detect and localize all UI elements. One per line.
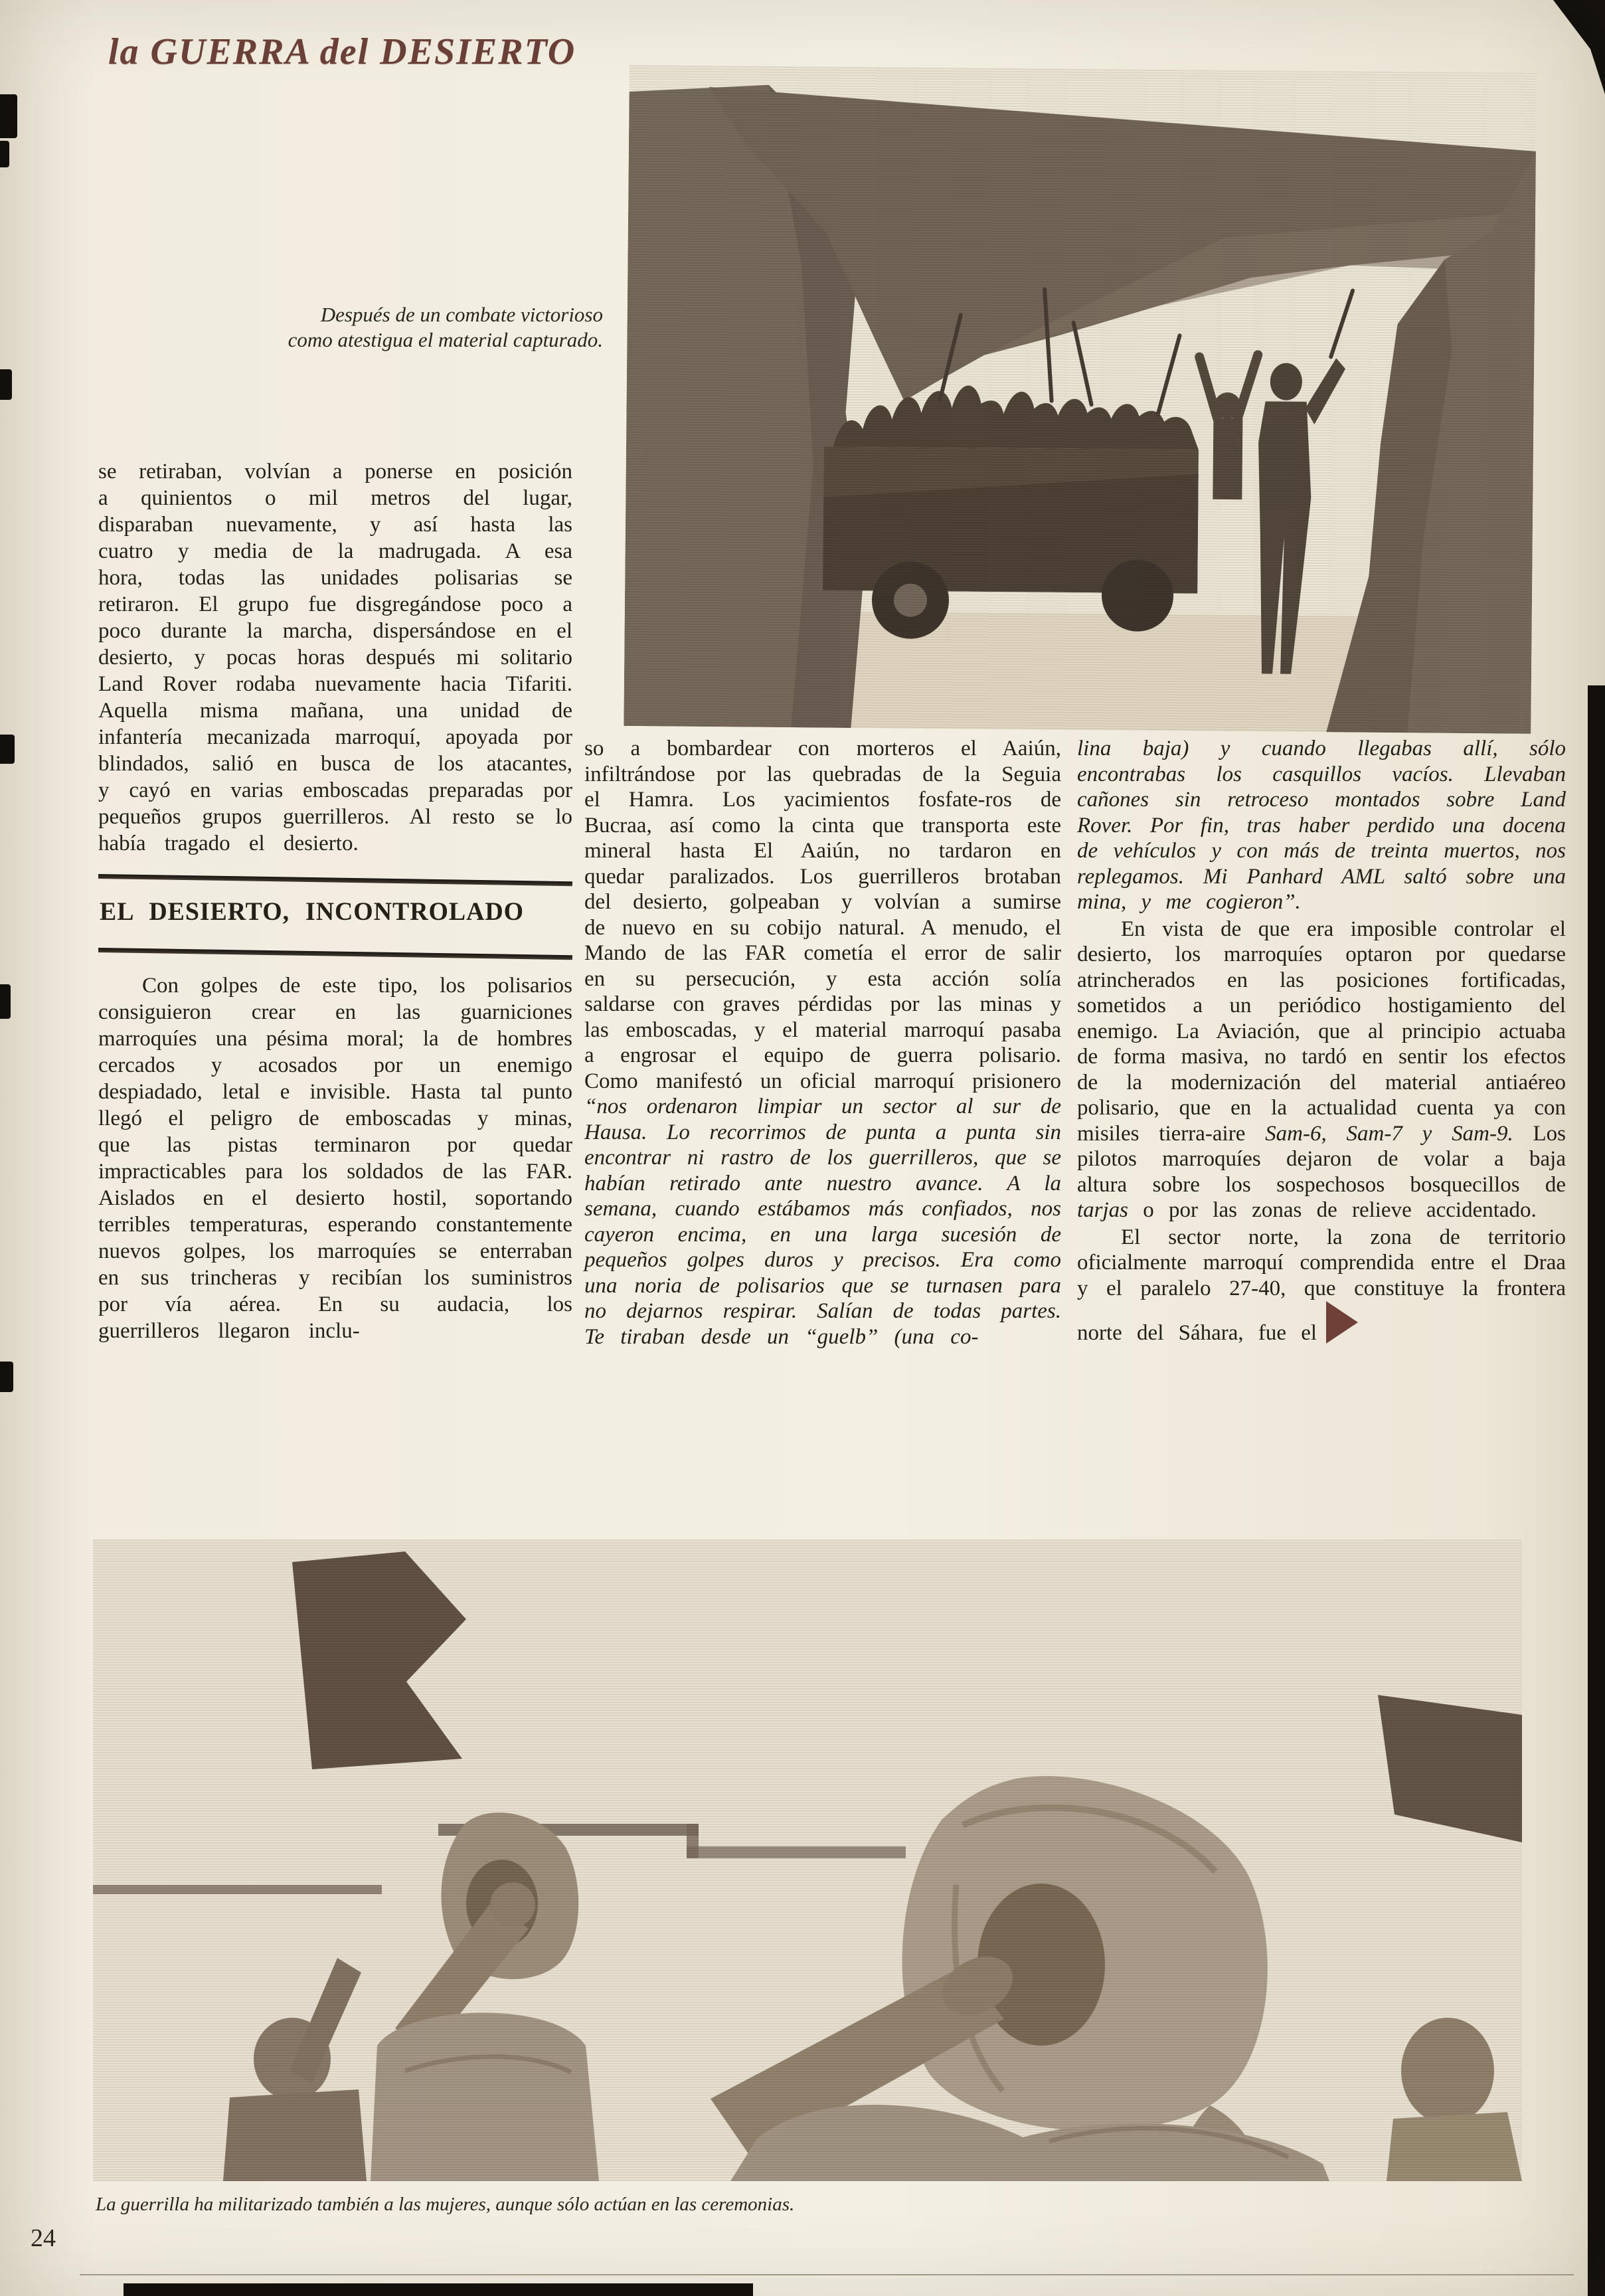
bottom-photo-caption: La guerrilla ha militarizado también a las mujeres, aunque sólo actúan en las ceremonias. <box>96 2194 795 2215</box>
column-middle <box>584 736 1061 1350</box>
page-number: 24 <box>31 2224 56 2252</box>
bottom-photo-illustration <box>93 1540 1522 2181</box>
page-title: la GUERRA del DESIERTO <box>108 31 576 72</box>
scan-artifact-corner <box>1539 0 1605 94</box>
body-paragraph: se retiraban, volvían a ponerse en posición a quinientos o mil metros del lugar, disparaban nuevamente, y así hasta las cuatro y media de la madrugada. A esa hora, todas las unidades polisarias se retiraron. El grupo fue disgregándose poco a poco durante la marcha, dispersándose en el desierto, y pocas horas después mi solitario Land Rover rodaba nuevamente hacia Tifariti. Aquella misma mañana, una unidad de infantería mecanizada marroquí, apoyada por blindados, salió en busca de los atacantes, y cayó en varias emboscadas preparadas por pequeños grupos guerrilleros. Al resto se lo había tragado el desierto. <box>98 460 572 855</box>
scan-artifact <box>0 369 12 400</box>
section-heading-block <box>98 874 572 952</box>
body-paragraph <box>584 736 1061 1350</box>
quote-text: “nos ordenaron limpiar un sector al sur de Hausa. Lo recorrimos de punta a punta sin encontrar ni rastro de los guerrilleros, que se habían retirado ante nuestro avance. A la semana, cuando estábamos más confiados, nos cayeron encima, en una larga sucesión de pequeños golpes duros y precisos. Era como una noria de polisarios que se turnasen para no dejarnos respirar. Salían de todas partes. Te tiraban desde un “guelb” (una co- <box>584 1095 1061 1349</box>
scan-artifact <box>0 984 11 1019</box>
scan-artifact <box>0 735 15 764</box>
heading-rule-top <box>98 874 572 886</box>
quote-paragraph: lina baja) y cuando llegabas allí, sólo encontrabas los casquillos vacíos. Llevaban cañones sin retroceso montados sobre Land Rover. Por fin, tras haber perdido una docena de vehículos y con más de treinta muertos, nos replegamos. Mi Panhard AML saltó sobre una mina, y me cogieron”. <box>1077 737 1566 914</box>
top-photo-illustration <box>624 65 1537 734</box>
top-photo <box>624 65 1537 734</box>
body-text: o por las zonas de relieve accidentado. <box>1128 1198 1537 1222</box>
body-text: so a bombardear con morteros el Aaiún, infiltrándose por las quebradas de la Seguia el Hamra. Los yacimientos fosfate-ros de Bucraa, así como la cinta que transporta este mineral hasta El Aaiún, no tardaron en quedar paralizados. Los guerrilleros brotaban del desierto, golpeaban y volvían a sumirse de nuevo en su cobijo natural. A menudo, el Mando de las FAR cometía el error de salir en su persecución, y esta acción solía saldarse con graves pérdidas por las minas y las emboscadas, y el material marroquí pasaba a engrosar el equipo de guerra polisario. Como manifestó un oficial marroquí prisionero <box>584 737 1061 1093</box>
missile-names: Sam-6, Sam-7 y Sam-9. <box>1265 1121 1513 1146</box>
column-right <box>1077 736 1566 1346</box>
term-tarjas: tarjas <box>1077 1198 1129 1222</box>
continuation-arrow-icon <box>1326 1301 1358 1344</box>
scan-artifact <box>0 94 17 138</box>
body-paragraph <box>1077 1225 1566 1346</box>
section-heading: EL DESIERTO, INCONTROLADO <box>100 897 525 926</box>
body-text: El sector norte, la zona de territorio oficialmente marroquí comprendida entre el Draa y el paralelo 27-40, que constituye la frontera norte del Sáhara, fue el <box>1077 1225 1566 1345</box>
scan-hairline <box>80 2274 1574 2275</box>
body-text: Los pilotos marroquíes dejaron de volar a baja altura sobre los sospechosos bosquecillos de <box>1077 1121 1566 1197</box>
body-paragraph <box>1077 917 1566 1223</box>
heading-rule-bottom <box>98 948 572 960</box>
column-left <box>98 458 572 1344</box>
scan-artifact <box>0 141 9 167</box>
body-paragraph: Con golpes de este tipo, los polisarios consiguieron crear en las guarniciones marroquíes una pésima moral; la de hombres cercados y acosados por un enemigo despiadado, letal e invisible. Hasta tal punto llegó el peligro de emboscadas y minas, que las pistas terminaron por quedar impracticables para los soldados de las FAR. Aislados en el desierto hostil, soportando terribles temperaturas, esperando constantemente nuevos golpes, los marroquíes se enterraban en sus trincheras y recibían los suministros por vía aérea. En su audacia, los guerrilleros llegaron inclu- <box>98 974 572 1343</box>
top-photo-caption: Después de un combate victorioso como atestigua el material capturado. <box>288 303 603 351</box>
scan-artifact-bottom <box>124 2283 753 2296</box>
bottom-photo <box>93 1540 1522 2181</box>
body-text: En vista de que era imposible controlar el desierto, los marroquíes optaron por quedarse atrincherados en las posiciones fortificadas, sometidos a un periódico hostigamiento del enemigo. La Aviación, que al principio actuaba de forma masiva, no tardó en sentir los efectos de la modernización del material antiaéreo polisario, que en la actualidad cuenta ya con misiles tierra-aire <box>1077 917 1566 1146</box>
scan-artifact-edge <box>1588 685 1605 2296</box>
scan-artifact <box>0 1362 13 1392</box>
